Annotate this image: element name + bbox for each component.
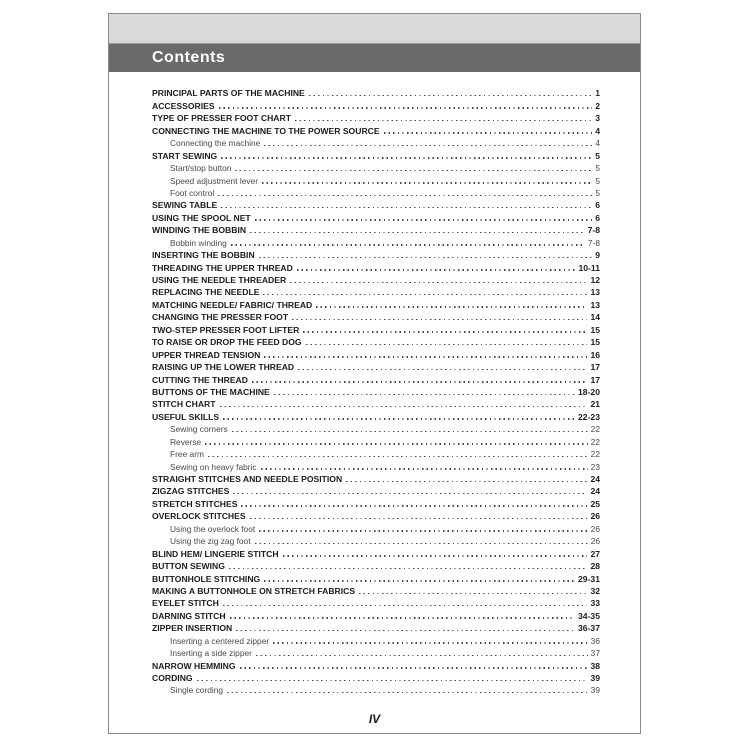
toc-entry-label: OVERLOCK STITCHES (152, 511, 246, 522)
toc-entry-label: TYPE OF PRESSER FOOT CHART (152, 113, 291, 124)
toc-leader-dots (306, 344, 588, 345)
toc-entry-label: CORDING (152, 673, 193, 683)
toc-entry (152, 608, 600, 620)
toc-entry-page: 39 (590, 673, 600, 683)
toc-entry-page: 7-8 (587, 225, 600, 236)
toc-entry (152, 173, 600, 185)
toc-leader-dots (264, 356, 587, 357)
toc-entry-page: 36 (590, 635, 600, 646)
toc-leader-dots (219, 107, 593, 108)
toc-entry-label: SEWING TABLE (152, 200, 218, 211)
toc-leader-dots (221, 157, 592, 158)
toc-entry (152, 434, 600, 446)
toc-entry-label: TWO-STEP PRESSER FOOT LIFTER (152, 324, 300, 335)
toc-leader-dots (236, 630, 575, 631)
toc-leader-dots (346, 481, 587, 482)
toc-entry-label: Sewing on heavy fabric (170, 461, 257, 472)
toc-entry-label: WINDING THE BOBBIN (152, 225, 247, 236)
toc-entry-page: 3 (595, 113, 600, 124)
toc-entry-label: BLIND HEM/ LINGERIE STITCH (152, 548, 279, 559)
toc-entry (152, 360, 600, 372)
toc-entry-label: RAISING UP THE LOWER THREAD (152, 362, 295, 373)
toc-entry-page: 24 (590, 474, 600, 484)
toc-entry-page: 2 (595, 100, 600, 111)
toc-entry-label: USEFUL SKILLS (152, 411, 220, 422)
toc-entry (152, 273, 600, 285)
toc-leader-dots (292, 319, 587, 320)
toc-leader-dots (263, 294, 587, 295)
toc-leader-dots (221, 207, 592, 208)
toc-entry (152, 521, 600, 533)
header-top-band (109, 14, 640, 44)
toc-leader-dots (264, 580, 575, 581)
toc-entry (152, 559, 600, 571)
toc-entry-label: MATCHING NEEDLE/ FABRIC/ THREAD (152, 299, 313, 310)
toc-entry-label: Speed adjustment lever (170, 175, 258, 186)
toc-entry (152, 260, 600, 272)
toc-entry (152, 397, 600, 409)
toc-leader-dots (273, 642, 588, 643)
toc-entry (152, 210, 600, 222)
toc-entry (152, 98, 600, 110)
toc-leader-dots (223, 605, 588, 606)
folio-page-number: IV (368, 712, 381, 726)
toc-entry-page: 13 (590, 287, 600, 298)
toc-leader-dots (264, 145, 592, 146)
toc-list (109, 86, 640, 695)
toc-leader-dots (235, 170, 592, 171)
toc-entry-page: 22 (590, 424, 600, 435)
toc-entry-page: 26 (590, 523, 600, 534)
page-title: Contents (152, 49, 226, 66)
toc-entry-page: 38 (590, 660, 600, 671)
toc-entry (152, 385, 600, 397)
toc-entry-page: 14 (590, 312, 600, 323)
toc-entry (152, 459, 600, 471)
toc-entry (152, 111, 600, 123)
toc-entry-label: ZIGZAG STITCHES (152, 486, 230, 497)
toc-entry-page: 4 (595, 138, 600, 149)
toc-leader-dots (241, 505, 587, 506)
manual-page (108, 13, 641, 734)
toc-entry-label: INSERTING THE BOBBIN (152, 250, 255, 261)
toc-entry-label: BUTTON SEWING (152, 561, 225, 572)
toc-entry-page: 34-35 (578, 610, 600, 621)
toc-leader-dots (316, 306, 587, 307)
toc-entry (152, 671, 600, 683)
toc-entry-label: USING THE SPOOL NET (152, 212, 251, 223)
toc-entry (152, 571, 600, 583)
toc-entry-label: USING THE NEEDLE THREADER (152, 275, 287, 285)
toc-entry-page: 32 (590, 585, 600, 596)
toc-entry (152, 683, 600, 695)
toc-entry (152, 347, 600, 359)
toc-entry-label: EYELET STITCH (152, 598, 219, 609)
toc-leader-dots (229, 568, 588, 569)
toc-leader-dots (218, 195, 592, 196)
toc-leader-dots (359, 593, 587, 594)
toc-leader-dots (208, 456, 588, 457)
toc-entry-label: Inserting a side zipper (170, 648, 252, 659)
toc-leader-dots (259, 530, 587, 531)
toc-leader-dots (232, 431, 588, 432)
toc-entry (152, 621, 600, 633)
toc-entry-page: 27 (590, 548, 600, 559)
toc-entry-page: 28 (590, 561, 600, 572)
toc-leader-dots (274, 394, 575, 395)
toc-entry-page: 25 (590, 498, 600, 509)
toc-entry-label: Foot control (170, 187, 215, 198)
toc-entry-label: STITCH CHART (152, 399, 216, 410)
toc-entry-label: Start/stop button (170, 163, 232, 174)
toc-leader-dots (298, 369, 587, 370)
toc-leader-dots (227, 692, 588, 693)
toc-entry (152, 496, 600, 508)
toc-entry-page: 17 (590, 362, 600, 373)
toc-entry-label: REPLACING THE NEEDLE (152, 287, 260, 298)
toc-entry-label: Free arm (170, 449, 204, 460)
toc-entry (152, 658, 600, 670)
toc-entry (152, 335, 600, 347)
toc-entry-page: 16 (590, 349, 600, 360)
toc-entry-label: CUTTING THE THREAD (152, 374, 248, 385)
toc-entry (152, 86, 600, 98)
toc-entry (152, 584, 600, 596)
toc-leader-dots (256, 655, 588, 656)
toc-entry (152, 472, 600, 484)
toc-entry (152, 422, 600, 434)
toc-leader-dots (231, 244, 585, 245)
toc-leader-dots (255, 543, 588, 544)
toc-entry-page: 6 (595, 200, 600, 211)
toc-entry-page: 13 (590, 299, 600, 310)
toc-leader-dots (197, 680, 588, 681)
toc-entry (152, 646, 600, 658)
toc-leader-dots (233, 493, 587, 494)
toc-entry-page: 26 (590, 536, 600, 547)
toc-entry (152, 509, 600, 521)
toc-entry-label: ZIPPER INSERTION (152, 623, 233, 634)
toc-entry-label: DARNING STITCH (152, 610, 226, 621)
toc-entry-page: 24 (590, 486, 600, 497)
toc-entry-page: 1 (595, 88, 600, 99)
toc-leader-dots (250, 232, 585, 233)
toc-entry-label: PRINCIPAL PARTS OF THE MACHINE (152, 88, 305, 99)
toc-entry-page: 4 (595, 125, 600, 136)
toc-entry-page: 15 (590, 324, 600, 335)
toc-entry-page: 12 (590, 275, 600, 285)
toc-leader-dots (259, 257, 593, 258)
toc-entry-label: CONNECTING THE MACHINE TO THE POWER SOURCE (152, 125, 380, 136)
toc-entry-page: 22-23 (578, 411, 600, 422)
toc-entry-label: ACCESSORIES (152, 100, 215, 111)
toc-entry-label: BUTTONS OF THE MACHINE (152, 386, 270, 397)
toc-entry-page: 5 (595, 187, 600, 198)
toc-entry-label: CHANGING THE PRESSER FOOT (152, 312, 289, 323)
toc-entry (152, 285, 600, 297)
toc-leader-dots (223, 418, 575, 419)
toc-entry-label: Sewing corners (170, 424, 228, 435)
toc-entry-label: BUTTONHOLE STITCHING (152, 573, 261, 584)
toc-leader-dots (205, 443, 587, 444)
toc-leader-dots (261, 468, 588, 469)
toc-entry (152, 409, 600, 421)
toc-entry (152, 223, 600, 235)
toc-entry-label: UPPER THREAD TENSION (152, 349, 261, 360)
toc-entry-label: Bobbin winding (170, 237, 227, 248)
toc-leader-dots (252, 381, 587, 382)
toc-entry-label: Single cording (170, 685, 224, 696)
toc-entry (152, 310, 600, 322)
toc-entry-label: STRAIGHT STITCHES AND NEEDLE POSITION (152, 474, 343, 484)
toc-entry-page: 7-8 (587, 237, 600, 248)
toc-entry-page: 9 (595, 250, 600, 261)
toc-entry (152, 186, 600, 198)
toc-entry-label: Using the zig zag foot (170, 536, 251, 547)
toc-leader-dots (220, 406, 588, 407)
toc-entry-page: 37 (590, 648, 600, 659)
toc-leader-dots (283, 555, 588, 556)
toc-entry-page: 17 (590, 374, 600, 385)
toc-leader-dots (384, 132, 593, 133)
toc-entry-page: 5 (595, 163, 600, 174)
toc-entry-label: Inserting a centered zipper (170, 635, 270, 646)
toc-entry-page: 5 (595, 175, 600, 186)
toc-entry-page: 22 (590, 436, 600, 447)
toc-entry-label: MAKING A BUTTONHOLE ON STRETCH FABRICS (152, 585, 356, 596)
toc-leader-dots (295, 120, 592, 121)
toc-entry-label: START SEWING (152, 150, 218, 161)
toc-entry-page: 33 (590, 598, 600, 609)
toc-entry (152, 633, 600, 645)
toc-leader-dots (290, 282, 587, 283)
toc-entry (152, 148, 600, 160)
toc-leader-dots (255, 219, 593, 220)
toc-leader-dots (303, 331, 587, 332)
toc-entry-page: 5 (595, 150, 600, 161)
toc-entry (152, 546, 600, 558)
toc-entry-page: 21 (590, 399, 600, 410)
toc-entry (152, 123, 600, 135)
toc-entry-label: Reverse (170, 436, 202, 447)
toc-entry-label: TO RAISE OR DROP THE FEED DOG (152, 337, 302, 348)
toc-entry-page: 39 (590, 685, 600, 696)
toc-entry (152, 297, 600, 309)
toc-entry (152, 235, 600, 247)
toc-leader-dots (297, 269, 576, 270)
toc-entry (152, 372, 600, 384)
toc-entry-label: NARROW HEMMING (152, 660, 236, 671)
toc-leader-dots (250, 518, 588, 519)
toc-entry-label: THREADING THE UPPER THREAD (152, 262, 293, 273)
toc-entry-label: STRETCH STITCHES (152, 498, 238, 509)
toc-entry (152, 198, 600, 210)
toc-entry (152, 596, 600, 608)
toc-entry (152, 534, 600, 546)
toc-entry-label: Using the overlock foot (170, 523, 256, 534)
toc-entry (152, 136, 600, 148)
toc-entry-page: 26 (590, 511, 600, 522)
toc-entry (152, 447, 600, 459)
toc-entry (152, 322, 600, 334)
toc-entry-page: 10-11 (578, 262, 600, 273)
toc-entry (152, 248, 600, 260)
toc-entry-page: 18-20 (578, 386, 600, 397)
toc-entry-page: 36-37 (578, 623, 600, 634)
toc-entry (152, 161, 600, 173)
toc-entry-page: 15 (590, 337, 600, 348)
contents-header-band (109, 44, 640, 72)
toc-leader-dots (262, 182, 592, 183)
toc-entry-page: 22 (590, 449, 600, 460)
toc-entry-label: Connecting the machine (170, 138, 261, 149)
toc-entry (152, 484, 600, 496)
toc-entry-page: 23 (590, 461, 600, 472)
toc-leader-dots (230, 617, 575, 618)
toc-entry-page: 29-31 (578, 573, 600, 584)
toc-leader-dots (309, 95, 592, 96)
toc-leader-dots (240, 667, 588, 668)
toc-entry-page: 6 (595, 212, 600, 223)
